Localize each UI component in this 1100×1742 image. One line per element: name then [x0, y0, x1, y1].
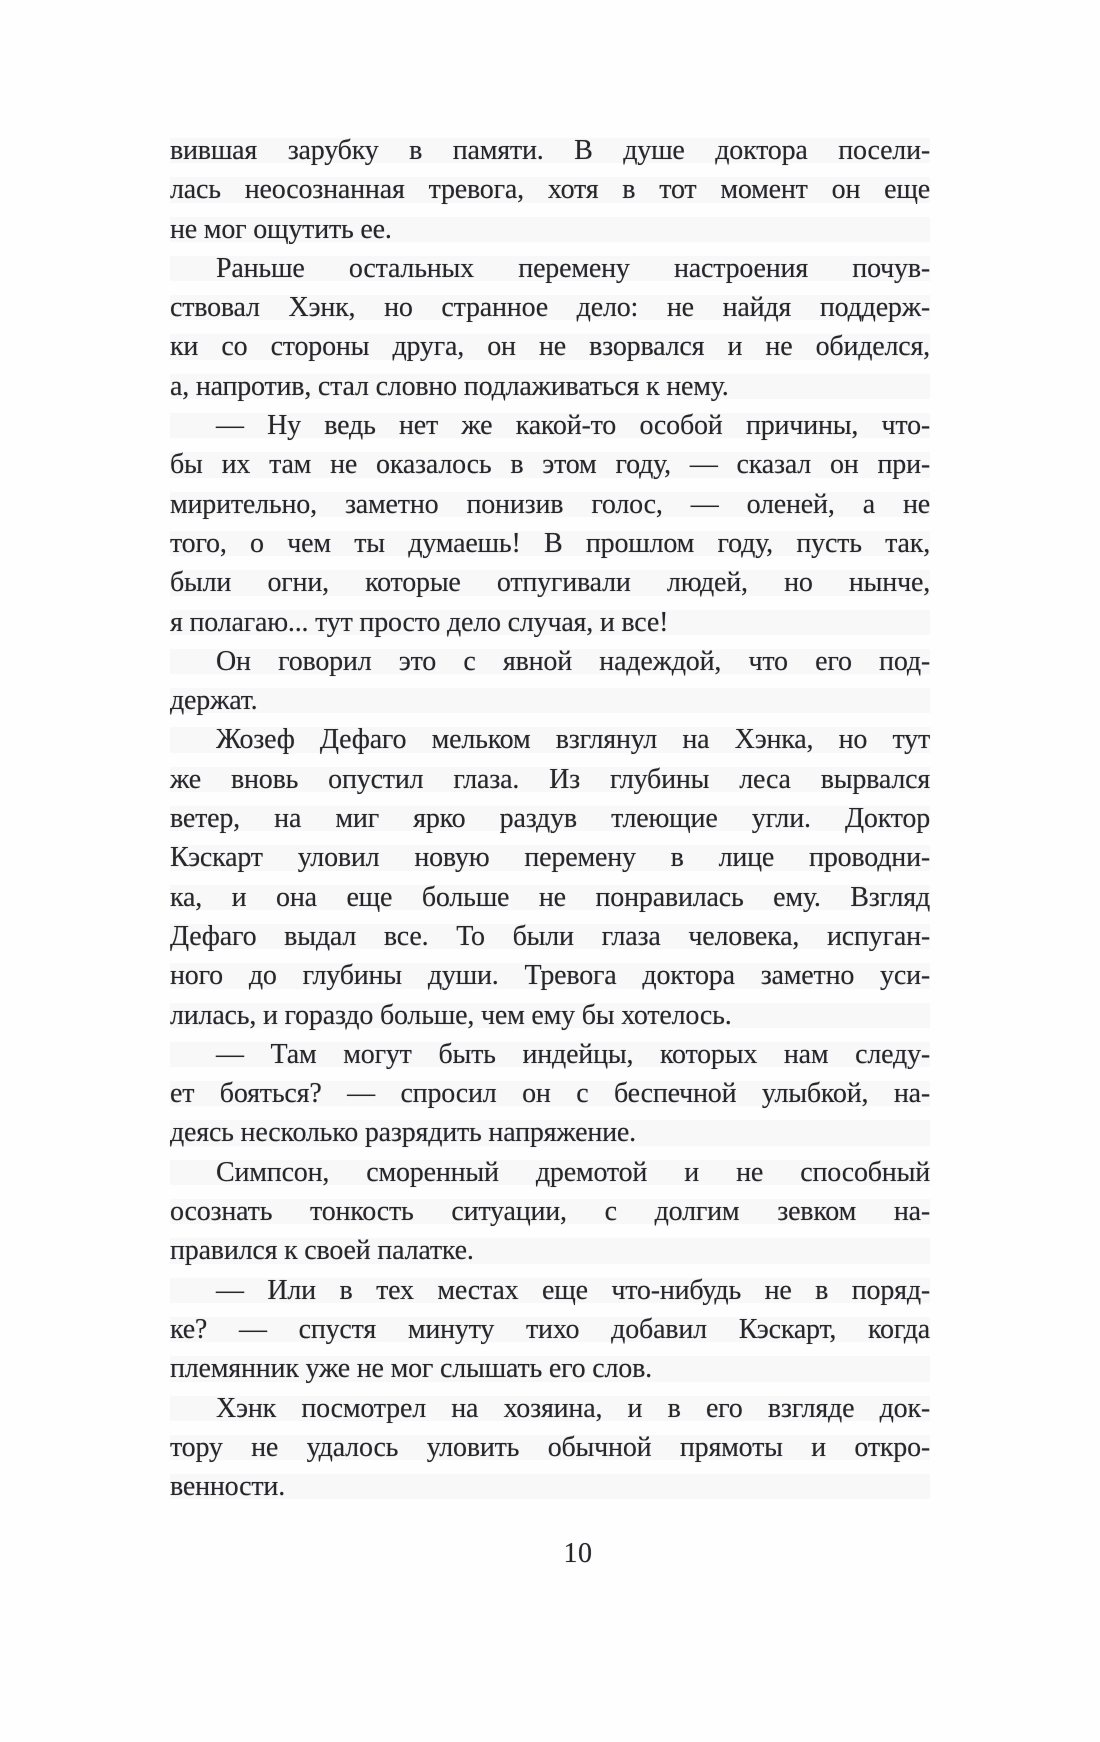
text-line: тору не удалось уловить обычной прямоты и откро- [170, 1428, 930, 1467]
text-line: Раньше остальных перемену настроения почув- [170, 249, 930, 288]
text-line: деясь несколько разрядить напряжение. [170, 1113, 930, 1152]
text-line: племянник уже не мог слышать его слов. [170, 1349, 930, 1388]
text-line: Симпсон, сморенный дремотой и не способный [170, 1153, 930, 1192]
text-column [170, 131, 930, 1506]
text-line: — Или в тех местах еще что-нибудь не в поряд- [170, 1271, 930, 1310]
text-line: осознать тонкость ситуации, с долгим зевком на- [170, 1192, 930, 1231]
text-line: ка, и она еще больше не понравилась ему. Взгляд [170, 878, 930, 917]
text-line: ке? — спустя минуту тихо добавил Кэскарт, когда [170, 1310, 930, 1349]
text-line: лилась, и гораздо больше, чем ему бы хотелось. [170, 996, 930, 1035]
text-line: Жозеф Дефаго мельком взглянул на Хэнка, но тут [170, 720, 930, 759]
text-line: Хэнк посмотрел на хозяина, и в его взгляде док- [170, 1389, 930, 1428]
text-line: а, напротив, стал словно подлаживаться к нему. [170, 367, 930, 406]
text-line: правился к своей палатке. [170, 1231, 930, 1270]
text-line: Кэскарт уловил новую перемену в лице проводни- [170, 838, 930, 877]
text-line: были огни, которые отпугивали людей, но нынче, [170, 563, 930, 602]
text-line: же вновь опустил глаза. Из глубины леса вырвался [170, 760, 930, 799]
text-line: — Там могут быть индейцы, которых нам следу- [170, 1035, 930, 1074]
text-line: Дефаго выдал все. То были глаза человека, испуган- [170, 917, 930, 956]
text-line: держат. [170, 681, 930, 720]
text-line: ет бояться? — спросил он с беспечной улыбкой, на- [170, 1074, 930, 1113]
text-line: бы их там не оказалось в этом году, — сказал он при- [170, 445, 930, 484]
text-line: того, о чем ты думаешь! В прошлом году, пусть так, [170, 524, 930, 563]
text-line: я полагаю... тут просто дело случая, и все! [170, 603, 930, 642]
text-line: ветер, на миг ярко раздув тлеющие угли. Доктор [170, 799, 930, 838]
text-line: Он говорил это с явной надеждой, что его под- [170, 642, 930, 681]
text-line: лась неосознанная тревога, хотя в тот момент он еще [170, 170, 930, 209]
text-line: ного до глубины души. Тревога доктора заметно уси- [170, 956, 930, 995]
text-line: не мог ощутить ее. [170, 210, 930, 249]
page-number: 10 [563, 1538, 593, 1569]
text-line: мирительно, заметно понизив голос, — оленей, а не [170, 485, 930, 524]
text-line: — Ну ведь нет же какой-то особой причины, что- [170, 406, 930, 445]
text-line: ствовал Хэнк, но странное дело: не найдя поддерж- [170, 288, 930, 327]
text-line: венности. [170, 1467, 930, 1506]
text-line: вившая зарубку в памяти. В душе доктора посели- [170, 131, 930, 170]
text-line: ки со стороны друга, он не взорвался и не обиделся, [170, 327, 930, 366]
